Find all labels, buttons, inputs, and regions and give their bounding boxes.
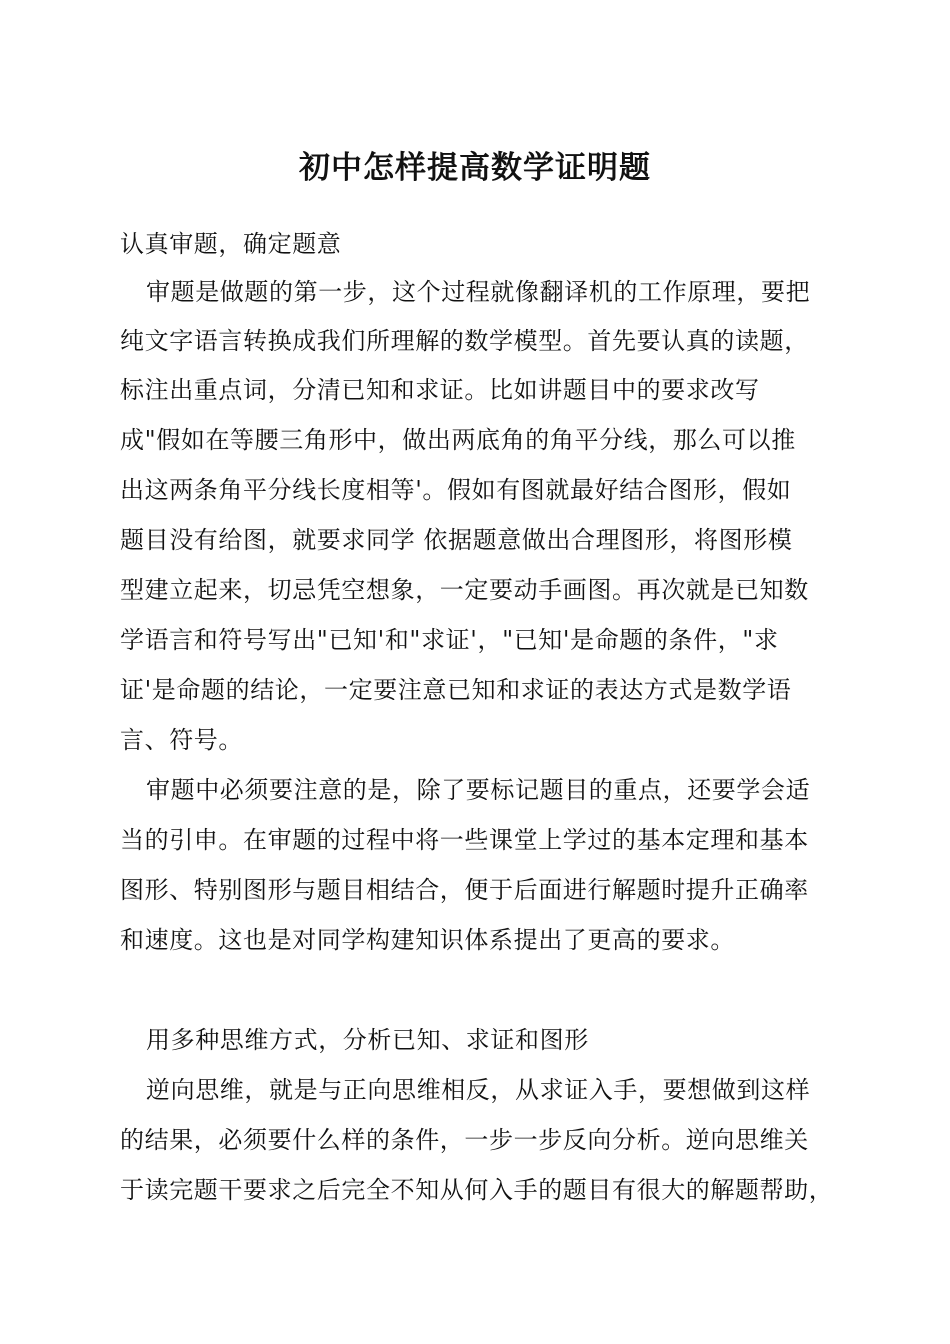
paragraph-line: 审题是做题的第一步，这个过程就像翻译机的工作原理，要把 <box>146 278 811 306</box>
paragraph-line: 成"假如在等腰三角形中，做出两底角的角平分线，那么可以推 <box>120 426 796 454</box>
section-heading: 认真审题，确定题意 <box>120 230 342 258</box>
paragraph-line: 标注出重点词，分清已知和求证。比如讲题目中的要求改写 <box>120 376 760 404</box>
paragraph-line: 型建立起来，切忌凭空想象，一定要动手画图。再次就是已知数 <box>120 576 809 604</box>
paragraph-line: 言、符号。 <box>120 726 243 754</box>
paragraph-line: 的结果，必须要什么样的条件，一步一步反向分析。逆向思维关 <box>120 1126 809 1154</box>
paragraph-line: 审题中必须要注意的是，除了要标记题目的重点，还要学会适 <box>146 776 811 804</box>
paragraph-line: 逆向思维，就是与正向思维相反，从求证入手，要想做到这样 <box>146 1076 811 1104</box>
paragraph-line: 出这两条角平分线长度相等'。假如有图就最好结合图形，假如 <box>120 476 792 504</box>
paragraph-line: 于读完题干要求之后完全不知从何入手的题目有很大的解题帮助， <box>120 1176 834 1204</box>
paragraph-line: 证'是命题的结论，一定要注意已知和求证的表达方式是数学语 <box>120 676 792 704</box>
paragraph-line: 题目没有给图，就要求同学 依据题意做出合理图形，将图形模 <box>120 526 793 554</box>
paragraph-line: 纯文字语言转换成我们所理解的数学模型。首先要认真的读题， <box>120 327 809 355</box>
document-title: 初中怎样提高数学证明题 <box>299 150 651 186</box>
paragraph-line: 和速度。这也是对同学构建知识体系提出了更高的要求。 <box>120 926 735 954</box>
paragraph-line: 当的引申。在审题的过程中将一些课堂上学过的基本定理和基本 <box>120 826 809 854</box>
paragraph-line: 图形、特别图形与题目相结合，便于后面进行解题时提升正确率 <box>120 876 809 904</box>
paragraph-line: 学语言和符号写出"已知'和"求证'，"已知'是命题的条件，"求 <box>120 626 779 654</box>
section-heading: 用多种思维方式，分析已知、求证和图形 <box>146 1026 589 1054</box>
